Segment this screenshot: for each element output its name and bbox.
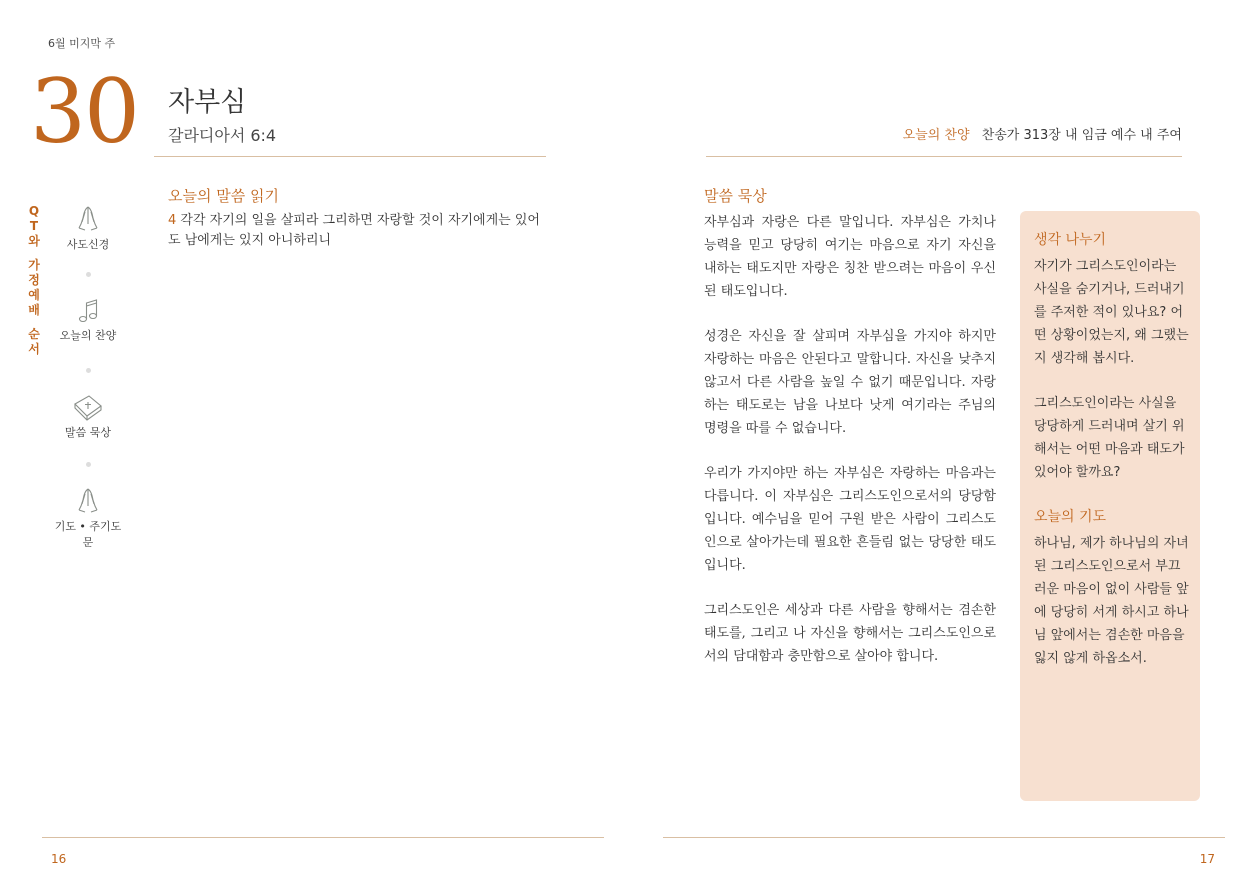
sidebar-item-label: 기도 • 주기도문 <box>54 520 122 549</box>
sidebar-item-label: 말씀 묵상 <box>64 426 111 439</box>
sidebar-item-label: 오늘의 찬양 <box>59 329 117 342</box>
meditation-paragraph: 그리스도인은 세상과 다른 사람을 향해서는 겸손한 태도를, 그리고 나 자신을 향해서는 그리스도인으로서의 담대함과 충만함으로 살아야 합니다. <box>704 603 996 664</box>
day-number: 30 <box>30 60 138 163</box>
spacer <box>1034 370 1190 392</box>
sidebar-item-todays-hymn <box>50 297 126 343</box>
share-question: 그리스도인이라는 사실을 당당하게 드러내며 살기 위해서는 어떤 마음과 태도가 있어야 할까요? <box>1034 396 1185 480</box>
praying-hands-icon <box>73 204 103 234</box>
verse-text: 각각 자기의 일을 살피라 그리하면 자랑할 것이 자기에게는 있어도 남에게는 있지 아니하리니 <box>168 213 540 248</box>
music-note-icon <box>73 297 103 325</box>
meditation-heading: 말씀 묵상 <box>704 187 767 205</box>
todays-hymn <box>903 124 1182 143</box>
meditation-paragraph: 자부심과 자랑은 다른 말입니다. 자부심은 가치나 능력을 믿고 당당히 여기는 마음으로 자기 자신을 내하는 태도지만 자랑은 칭찬 받으려는 마음이 우신된 태도입니다. <box>704 215 996 299</box>
sidebar-item-apostles-creed <box>50 204 126 252</box>
left-footer-rule <box>42 837 604 838</box>
vertical-char: 가 <box>28 258 40 272</box>
share-question: 자기가 그리스도인이라는 사실을 숨기거나, 드러내기를 주저한 적이 있나요? 어떤 상황이었는지, 왜 그랬는지 생각해 봅시다. <box>1034 259 1189 366</box>
vertical-gap <box>27 249 41 258</box>
meditation-paragraph: 성경은 자신을 잘 살피며 자부심을 가지야 하지만 자랑하는 마음은 안된다고 말합니다. 자신을 낮추지 않고서 다른 사람을 높일 수 없기 때문입니다. 자랑하는 태도로는 남을 나보다 낫게 여기라는 주님의 명령을 따를 수 없습니다. <box>704 329 996 436</box>
scripture-text <box>168 211 548 251</box>
vertical-section-title <box>27 204 41 357</box>
sidebar-item-prayer <box>50 486 126 550</box>
meditation-body <box>704 211 996 690</box>
hymn-label: 오늘의 찬양 <box>902 128 970 143</box>
page-title: 자부심 <box>168 87 247 118</box>
vertical-char: 순 <box>28 327 40 341</box>
week-label: 6월 미지막 주 <box>48 37 116 50</box>
sidebar-item-label: 사도신경 <box>66 238 110 251</box>
hymn-text: 찬송가 313장 내 임금 예수 내 주여 <box>981 128 1182 143</box>
vertical-gap <box>27 318 41 327</box>
praying-hands-icon <box>73 486 103 516</box>
left-page-number: 16 <box>51 852 67 866</box>
spacer <box>1034 484 1190 506</box>
reflection-box <box>1020 211 1200 801</box>
vertical-char: 예 <box>28 288 40 302</box>
vertical-char: 정 <box>28 273 40 287</box>
share-heading: 생각 나누기 <box>1034 232 1107 248</box>
prayer-text: 하나님, 제가 하나님의 자녀된 그리스도인으로서 부끄러운 마음이 없이 사람들 앞에 당당히 서게 하시고 하나님 앞에서는 겸손한 마음을 잃지 않게 하옵소서. <box>1034 536 1189 666</box>
verse-number: 4 <box>168 213 177 228</box>
separator-dot <box>86 462 91 467</box>
right-footer-rule <box>663 837 1225 838</box>
vertical-char: Q <box>28 204 40 218</box>
vertical-char: 와 <box>28 234 40 248</box>
reflection-box-content <box>1034 229 1190 670</box>
vertical-char: T <box>29 219 39 233</box>
meditation-paragraph: 우리가 가지야만 하는 자부심은 자랑하는 마음과는 다릅니다. 이 자부심은 그리스도인으로서의 당당함입니다. 예수님을 믿어 구원 받은 사람이 그리스도인으로 살아가는데 필요한 흔들림 없는 당당한 태도입니다. <box>704 466 996 573</box>
sidebar-item-meditation <box>50 392 126 440</box>
scripture-reference: 갈라디아서 6:4 <box>168 126 277 145</box>
separator-dot <box>86 272 91 277</box>
left-header-rule <box>154 156 546 157</box>
bible-icon <box>71 392 105 422</box>
reading-heading: 오늘의 말씀 읽기 <box>168 187 279 205</box>
right-page-number: 17 <box>1199 852 1215 866</box>
vertical-char: 서 <box>28 342 40 356</box>
right-header-rule <box>706 156 1182 157</box>
separator-dot <box>86 368 91 373</box>
prayer-heading: 오늘의 기도 <box>1034 509 1107 525</box>
vertical-char: 배 <box>28 303 40 317</box>
